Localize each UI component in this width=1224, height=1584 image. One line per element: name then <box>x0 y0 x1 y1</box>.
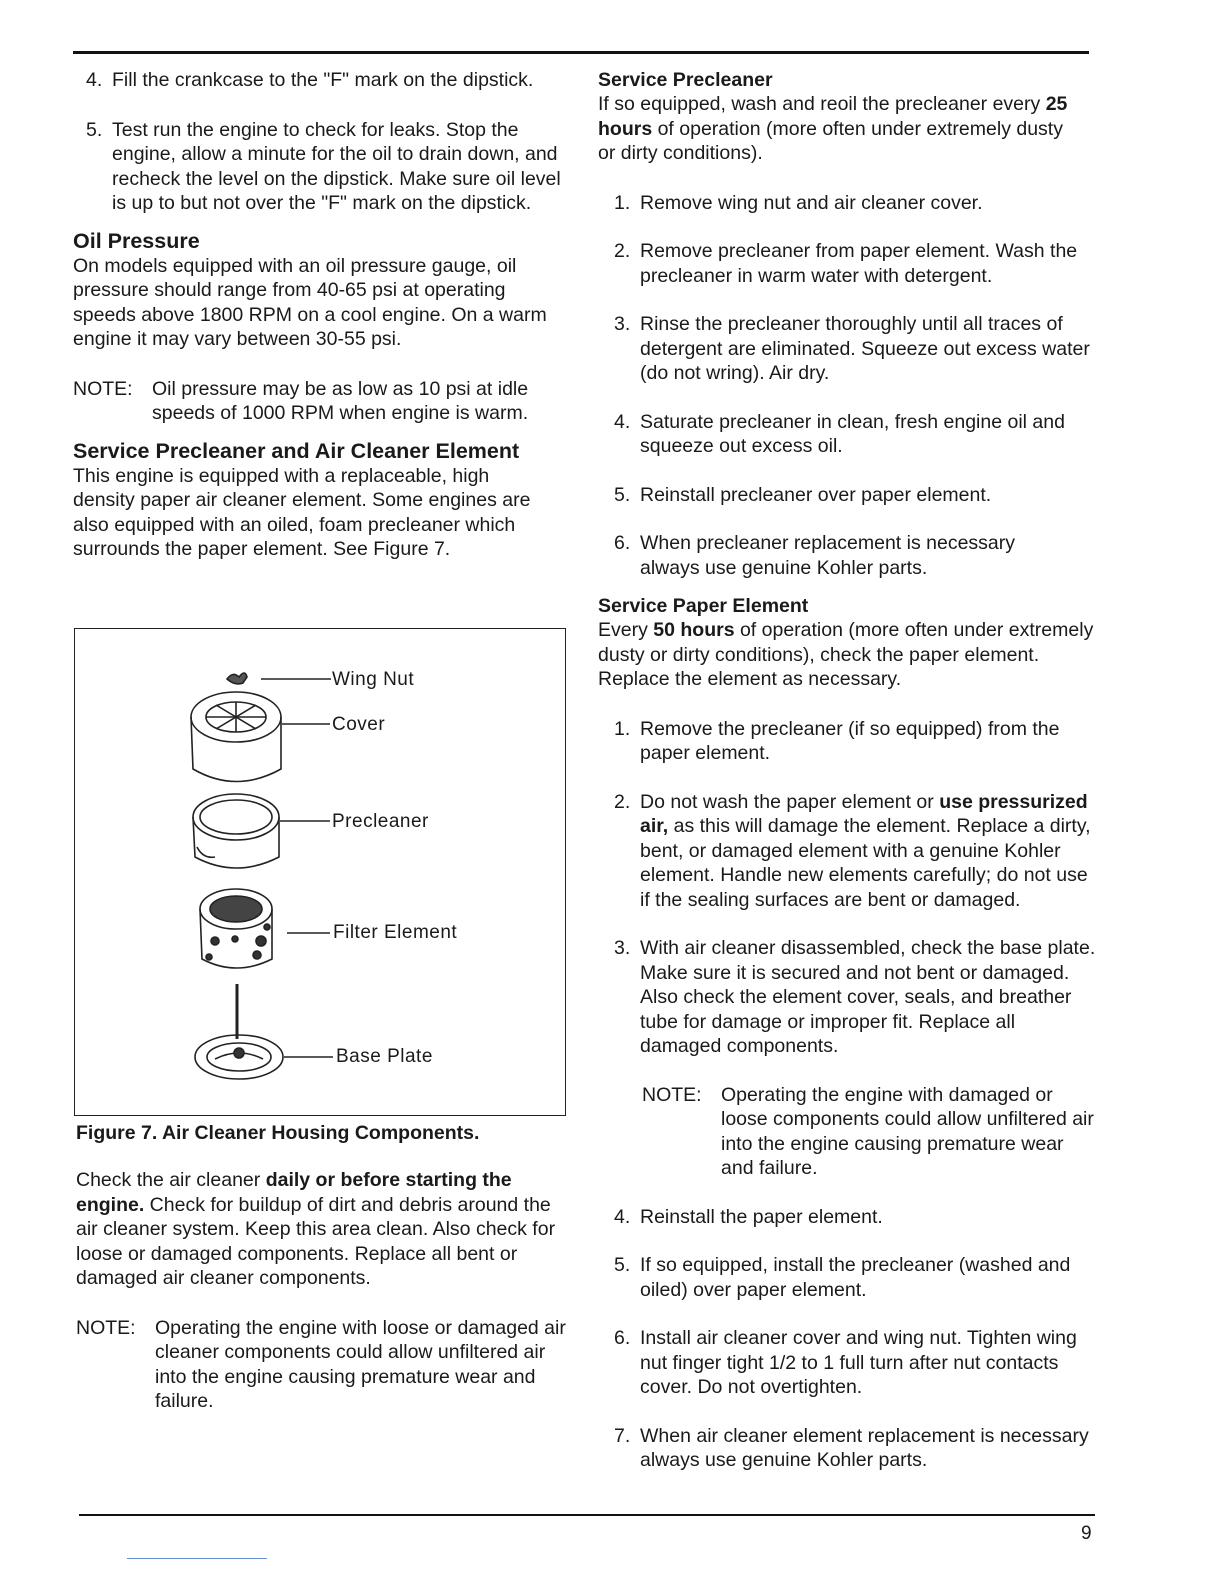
list-item: 2. Remove precleaner from paper element. Wash the precleaner in warm water with detergent. <box>614 240 1078 287</box>
wing-nut-label: Wing Nut <box>332 669 415 690</box>
figure-caption: Figure 7. Air Cleaner Housing Components. <box>76 1122 480 1144</box>
note-label: NOTE: <box>76 1316 136 1339</box>
note-text: Operating the engine with damaged or loose components could allow unfiltered air into the engine causing premature wear and failure. <box>721 1083 1094 1179</box>
bottom-rule <box>79 1514 1095 1516</box>
precleaner-label: Precleaner <box>332 811 429 832</box>
list-item: 4. Saturate precleaner in clean, fresh engine oil and squeeze out excess oil. <box>614 410 1065 457</box>
note <box>614 1083 1098 1181</box>
precleaner-intro-text: This engine is equipped with a replaceable, high density paper air cleaner element. Some engines are also equipped with an oiled, foam precleaner which surrounds the paper element. See Figure 7. <box>73 464 531 560</box>
list-item <box>73 68 573 93</box>
oil-pressure-heading: Oil Pressure <box>73 228 200 253</box>
top-rule <box>73 51 1089 54</box>
service-paper-element-heading: Service Paper Element <box>598 595 809 617</box>
list-item: 4. Reinstall the paper element. <box>614 1205 883 1228</box>
step-number: 5. <box>86 118 103 141</box>
service-precleaner-heading: Service Precleaner <box>598 69 773 91</box>
service-precleaner-intro: If so equipped, wash and reoil the precleaner every 25 hours of operation (more often under extremely dusty or dirty conditions). <box>598 93 1068 164</box>
list-item: 6. When precleaner replacement is necessary always use genuine Kohler parts. <box>614 532 1016 579</box>
wing-nut-icon <box>227 673 331 684</box>
list-item: 2. Do not wash the paper element or use pressurized air, as this will damage the element. Replace a dirty, bent, or damaged element with a genuine Kohler element. Handle new elements carefully; do not use if the sealing surfaces are bent or damaged. <box>614 790 1091 911</box>
list-item: 7. When air cleaner element replacement is necessary always use genuine Kohler parts. <box>614 1424 1089 1471</box>
base-plate-icon <box>195 1035 333 1079</box>
figure-air-cleaner <box>74 628 566 1116</box>
list-item: 6. Install air cleaner cover and wing nut. Tighten wing nut finger tight 1/2 to 1 full turn after nut contacts cover. Do not overtighten. <box>614 1327 1077 1398</box>
note-text: Operating the engine with loose or damaged air cleaner components could allow unfiltered air into the engine causing premature wear and failure. <box>155 1316 566 1412</box>
list-item <box>73 118 573 216</box>
left-column <box>73 68 573 562</box>
footer-link-underline <box>127 1558 267 1559</box>
oil-pressure-text: On models equipped with an oil pressure gauge, oil pressure should range from 40-65 psi at operating speeds above 1800 RPM on a cool engine. On a warm engine it may vary between 30-55 psi. <box>73 254 547 350</box>
step-text: Fill the crankcase to the "F" mark on the dipstick. <box>112 69 534 91</box>
check-air-cleaner-text: Check the air cleaner daily or before starting the engine. Check for buildup of dirt and debris around the air cleaner system. Keep this area clean. Also check for loose or damaged components. Replace all bent or damaged air cleaner components. <box>76 1169 556 1289</box>
note <box>76 1316 566 1414</box>
paper-element-steps <box>598 717 1098 1473</box>
filter-element-label: Filter Element <box>333 922 458 943</box>
filter-element-icon <box>200 889 330 968</box>
right-column <box>598 68 1098 1473</box>
step-number: 4. <box>86 69 103 91</box>
list-item: 5. Reinstall precleaner over paper element. <box>614 483 992 506</box>
note <box>73 377 573 426</box>
air-cleaner-illustration <box>75 629 567 1117</box>
service-paper-element-intro: Every 50 hours of operation (more often under extremely dusty or dirty conditions), check the paper element. Replace the element as necessary. <box>598 619 1094 690</box>
precleaner-air-cleaner-heading: Service Precleaner and Air Cleaner Element <box>73 438 520 463</box>
list-item: 3. Rinse the precleaner thoroughly until all traces of detergent are eliminated. Squeeze out excess water (do not wring). Air dry. <box>614 313 1090 384</box>
page-number: 9 <box>1081 1523 1092 1544</box>
precleaner-icon <box>193 794 330 868</box>
base-plate-label: Base Plate <box>336 1046 433 1067</box>
note-label: NOTE: <box>73 377 133 400</box>
list-item: 1. Remove wing nut and air cleaner cover. <box>614 191 983 214</box>
list-item: 5. If so equipped, install the precleaner (washed and oiled) over paper element. <box>614 1254 1071 1301</box>
step-text: Test run the engine to check for leaks. Stop the engine, allow a minute for the oil to drain down, and recheck the level on the dipstick. Make sure oil level is up to but not over the "F" mark on the dipstick. <box>112 118 561 214</box>
precleaner-steps <box>598 191 1098 581</box>
cover-label: Cover <box>332 714 386 735</box>
note-label: NOTE: <box>642 1083 702 1106</box>
note-text: Oil pressure may be as low as 10 psi at idle speeds of 1000 RPM when engine is warm. <box>152 377 529 424</box>
list-item: 1. Remove the precleaner (if so equipped) from the paper element. <box>614 717 1060 764</box>
list-item: 3. With air cleaner disassembled, check the base plate. Make sure it is secured and not bent or damaged. Also check the element cover, seals, and breather tube for damage or improper fit. Replace all damaged components. <box>614 937 1096 1057</box>
cover-icon <box>191 692 330 782</box>
left-column-lower <box>76 1168 566 1414</box>
